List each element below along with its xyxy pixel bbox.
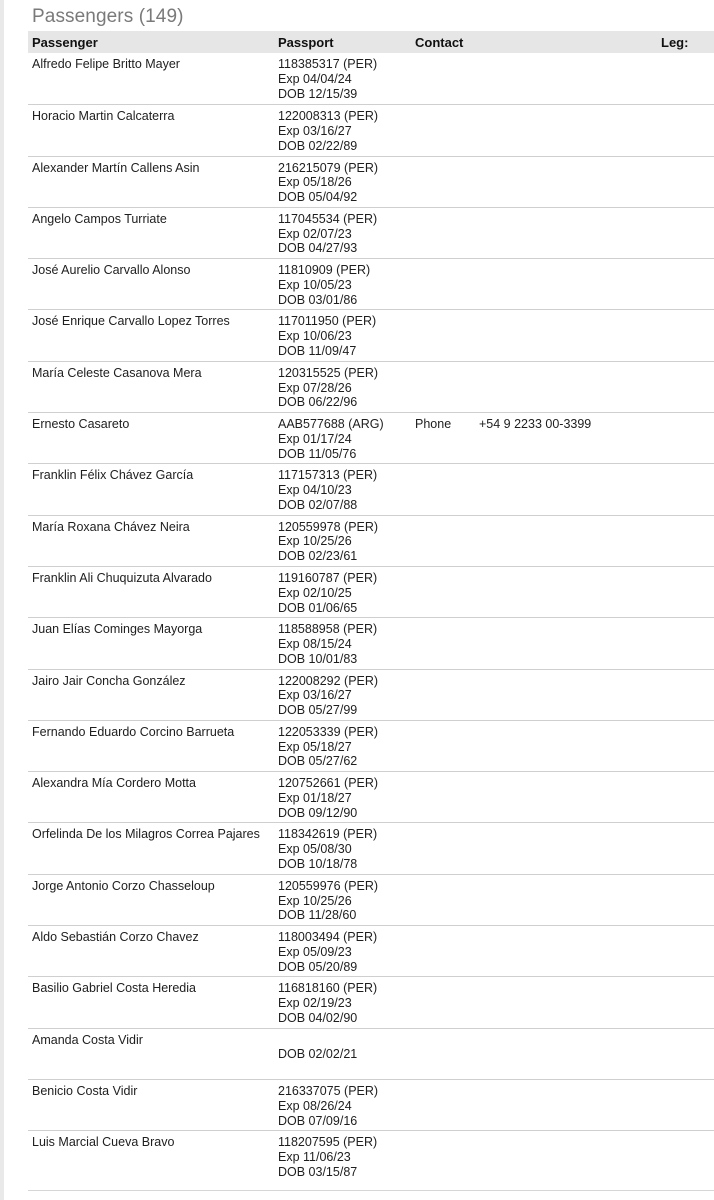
- passport-info: [274, 1080, 411, 1130]
- passport-number: 118342619 (PER): [278, 827, 378, 842]
- leg-cell: [659, 977, 714, 1027]
- passport-number: 11810909 (PER): [278, 263, 371, 278]
- contact-value: [479, 1029, 659, 1079]
- passport-number: 118588958 (PER): [278, 622, 378, 637]
- passport-info: [274, 259, 411, 309]
- passport-info: [274, 670, 411, 720]
- date-of-birth: DOB 04/27/93: [278, 241, 358, 256]
- passport-number: 117011950 (PER): [278, 314, 377, 329]
- passport-info: [274, 772, 411, 822]
- passport-expiry: Exp 02/19/23: [278, 996, 352, 1011]
- passport-info: [274, 208, 411, 258]
- table-row[interactable]: [28, 309, 714, 360]
- passport-expiry: Exp 05/08/30: [278, 842, 352, 857]
- contact-value: [479, 516, 659, 566]
- contact-type: Phone: [415, 417, 452, 432]
- leg-cell: [659, 721, 714, 771]
- contact-value: [479, 310, 659, 360]
- date-of-birth: DOB 05/27/62: [278, 754, 358, 769]
- passport-info: [274, 823, 411, 873]
- col-header-passenger[interactable]: Passenger: [32, 34, 98, 50]
- date-of-birth: DOB 11/09/47: [278, 344, 357, 359]
- table-row[interactable]: [28, 156, 714, 207]
- passport-info: [274, 464, 411, 514]
- leg-cell: [659, 516, 714, 566]
- col-header-contact[interactable]: Contact: [415, 34, 464, 50]
- passport-expiry: Exp 05/09/23: [278, 944, 352, 959]
- date-of-birth: DOB 05/20/89: [278, 959, 358, 974]
- passenger-name: Fernando Eduardo Corcino Barrueta: [32, 724, 235, 739]
- date-of-birth: DOB 05/27/99: [278, 703, 358, 718]
- col-header-passport[interactable]: Passport: [278, 34, 334, 50]
- passport-number: 122008292 (PER): [278, 673, 379, 688]
- date-of-birth: DOB 12/15/39: [278, 86, 358, 101]
- contact-type: [411, 157, 479, 207]
- passport-expiry: Exp 10/25/26: [278, 893, 352, 908]
- passport-expiry: Exp 02/07/23: [278, 226, 352, 241]
- table-row[interactable]: [28, 463, 714, 514]
- leg-cell: [659, 105, 714, 155]
- table-body: [28, 53, 714, 1182]
- passport-expiry: Exp 03/16/27: [278, 124, 352, 139]
- contact-type: [411, 618, 479, 668]
- date-of-birth: DOB 01/06/65: [278, 600, 358, 615]
- contact-value: [479, 977, 659, 1027]
- passenger-name: Alexandra Mía Cordero Motta: [32, 776, 196, 791]
- table-row[interactable]: [28, 669, 714, 720]
- table-row[interactable]: [28, 1028, 714, 1079]
- passport-expiry: Exp 10/05/23: [278, 277, 352, 292]
- leg-cell: [659, 413, 714, 463]
- passport-expiry: Exp 10/25/26: [278, 534, 352, 549]
- table-row[interactable]: [28, 617, 714, 668]
- leg-cell: [659, 670, 714, 720]
- date-of-birth: DOB 02/23/61: [278, 549, 358, 564]
- contact-type: [411, 362, 479, 412]
- contact-value: [479, 926, 659, 976]
- passport-expiry: Exp 03/16/27: [278, 688, 352, 703]
- passenger-name: Franklin Félix Chávez García: [32, 468, 194, 483]
- table-row[interactable]: [28, 1130, 714, 1181]
- passport-info: [274, 1131, 411, 1181]
- table-header: [28, 31, 714, 53]
- passenger-name: Juan Elías Cominges Mayorga: [32, 622, 203, 637]
- passport-number: AAB577688 (ARG): [278, 417, 384, 432]
- date-of-birth: DOB 05/04/92: [278, 190, 358, 205]
- passport-expiry: Exp 01/17/24: [278, 431, 352, 446]
- passport-number: 118385317 (PER): [278, 57, 378, 71]
- date-of-birth: DOB 11/05/76: [278, 446, 357, 461]
- passport-expiry: Exp 04/10/23: [278, 483, 352, 498]
- passport-info: [274, 926, 411, 976]
- table-row[interactable]: [28, 258, 714, 309]
- leg-cell: [659, 1029, 714, 1079]
- date-of-birth: DOB 10/01/83: [278, 651, 358, 666]
- leg-cell: [659, 1131, 714, 1181]
- passport-info: [274, 516, 411, 566]
- contact-value: [479, 772, 659, 822]
- date-of-birth: DOB 09/12/90: [278, 805, 358, 820]
- passport-number: 118207595 (PER): [278, 1135, 378, 1150]
- contact-value: [479, 208, 659, 258]
- passport-number: 117045534 (PER): [278, 211, 378, 226]
- date-of-birth: DOB 03/01/86: [278, 292, 358, 307]
- contact-type: [411, 567, 479, 617]
- contact-type: [411, 1131, 479, 1181]
- contact-type: [411, 721, 479, 771]
- contact-value: [479, 721, 659, 771]
- passenger-name: Aldo Sebastián Corzo Chavez: [32, 930, 199, 945]
- contact-value: [479, 823, 659, 873]
- passenger-name: Horacio Martin Calcaterra: [32, 109, 175, 124]
- table-row[interactable]: [28, 412, 714, 463]
- col-header-leg[interactable]: Leg:: [661, 34, 689, 50]
- leg-cell: [659, 618, 714, 668]
- passenger-name: Alfredo Felipe Britto Mayer: [32, 57, 180, 71]
- page-title: Passengers (149): [32, 6, 184, 27]
- leg-cell: [659, 362, 714, 412]
- table-row[interactable]: [28, 822, 714, 873]
- date-of-birth: DOB 02/02/21: [278, 1046, 358, 1061]
- passport-number: 120315525 (PER): [278, 365, 379, 380]
- date-of-birth: DOB 07/09/16: [278, 1113, 358, 1128]
- contact-value: [479, 618, 659, 668]
- table-bottom-rule: [28, 1190, 714, 1191]
- passenger-name: Luis Marcial Cueva Bravo: [32, 1135, 175, 1150]
- passenger-name: José Aurelio Carvallo Alonso: [32, 263, 191, 278]
- passport-expiry: Exp 08/26/24: [278, 1098, 352, 1113]
- passport-number: 117157313 (PER): [278, 468, 378, 483]
- passenger-name: Benicio Costa Vidir: [32, 1083, 138, 1098]
- passport-expiry: Exp 02/10/25: [278, 585, 352, 600]
- passport-expiry: Exp 05/18/27: [278, 739, 352, 754]
- table-row[interactable]: [28, 976, 714, 1027]
- leg-cell: [659, 875, 714, 925]
- contact-type: [411, 259, 479, 309]
- contact-type: [411, 875, 479, 925]
- passenger-name: Orfelinda De los Milagros Correa Pajares: [32, 827, 260, 842]
- passport-expiry: Exp 04/04/24: [278, 71, 352, 86]
- contact-type: [411, 823, 479, 873]
- contact-type: [411, 53, 479, 104]
- passport-expiry: Exp 07/28/26: [278, 380, 352, 395]
- date-of-birth: DOB 03/15/87: [278, 1164, 358, 1179]
- contact-type: [411, 772, 479, 822]
- passport-number: 122053339 (PER): [278, 724, 379, 739]
- passenger-name: José Enrique Carvallo Lopez Torres: [32, 314, 230, 329]
- leg-cell: [659, 926, 714, 976]
- passport-info: [274, 618, 411, 668]
- date-of-birth: DOB 02/07/88: [278, 497, 358, 512]
- passenger-name: María Roxana Chávez Neira: [32, 519, 190, 534]
- date-of-birth: DOB 06/22/96: [278, 395, 358, 410]
- passenger-name: Angelo Campos Turriate: [32, 211, 167, 226]
- table-row[interactable]: [28, 771, 714, 822]
- contact-type: [411, 310, 479, 360]
- contact-type: [411, 208, 479, 258]
- contact-value: [479, 670, 659, 720]
- leg-cell: [659, 772, 714, 822]
- passport-info: [274, 310, 411, 360]
- passenger-name: Amanda Costa Vidir: [32, 1032, 143, 1047]
- passport-info: [274, 977, 411, 1027]
- contact-value: [479, 362, 659, 412]
- passenger-name: Jorge Antonio Corzo Chasseloup: [32, 878, 215, 893]
- passport-expiry: Exp 10/06/23: [278, 329, 352, 344]
- table-row[interactable]: [28, 361, 714, 412]
- contact-type: [411, 105, 479, 155]
- leg-cell: [659, 53, 714, 104]
- passport-info: [274, 721, 411, 771]
- leg-cell: [659, 567, 714, 617]
- passport-info: [274, 413, 411, 463]
- table-row[interactable]: [28, 515, 714, 566]
- passport-info: [274, 157, 411, 207]
- passenger-name: Jairo Jair Concha González: [32, 673, 186, 688]
- passport-info: [274, 53, 411, 104]
- passenger-table: [28, 31, 714, 1182]
- passenger-name: Franklin Ali Chuquizuta Alvarado: [32, 570, 212, 585]
- contact-value: [479, 875, 659, 925]
- contact-value: [479, 1080, 659, 1130]
- passport-number: 119160787 (PER): [278, 570, 378, 585]
- contact-type: [411, 1080, 479, 1130]
- table-row[interactable]: [28, 925, 714, 976]
- passenger-name: Basilio Gabriel Costa Heredia: [32, 981, 196, 996]
- table-row[interactable]: [28, 566, 714, 617]
- date-of-birth: DOB 02/22/89: [278, 138, 358, 153]
- leg-cell: [659, 208, 714, 258]
- table-row[interactable]: [28, 874, 714, 925]
- contact-value: [479, 157, 659, 207]
- passport-number: 118003494 (PER): [278, 930, 378, 945]
- passport-number: 120559976 (PER): [278, 878, 379, 893]
- passport-number: 120752661 (PER): [278, 776, 379, 791]
- passport-expiry: Exp 08/15/24: [278, 637, 352, 652]
- passport-info: [274, 567, 411, 617]
- date-of-birth: DOB 04/02/90: [278, 1010, 358, 1025]
- passport-number: 120559978 (PER): [278, 519, 379, 534]
- leg-cell: [659, 259, 714, 309]
- contact-value: +54 9 2233 00-3399: [479, 417, 592, 432]
- contact-value: [479, 567, 659, 617]
- passport-number: 216337075 (PER): [278, 1083, 379, 1098]
- date-of-birth: DOB 10/18/78: [278, 857, 358, 872]
- passport-expiry: Exp 01/18/27: [278, 790, 352, 805]
- passenger-name: María Celeste Casanova Mera: [32, 365, 202, 380]
- passport-info: [274, 105, 411, 155]
- contact-value: [479, 105, 659, 155]
- leg-cell: [659, 157, 714, 207]
- table-row[interactable]: [28, 104, 714, 155]
- leg-cell: [659, 310, 714, 360]
- left-border: [0, 0, 4, 1200]
- passport-expiry: Exp 11/06/23: [278, 1150, 351, 1165]
- contact-type: [411, 516, 479, 566]
- passport-info: [274, 875, 411, 925]
- passenger-name: Alexander Martín Callens Asin: [32, 160, 200, 175]
- passport-number: 216215079 (PER): [278, 160, 379, 175]
- table-row[interactable]: [28, 53, 714, 104]
- passport-number: 116818160 (PER): [278, 981, 378, 996]
- contact-value: [479, 1131, 659, 1181]
- table-row[interactable]: [28, 720, 714, 771]
- table-row[interactable]: [28, 1079, 714, 1130]
- contact-type: [411, 977, 479, 1027]
- date-of-birth: DOB 11/28/60: [278, 908, 357, 923]
- table-row[interactable]: [28, 207, 714, 258]
- contact-value: [479, 464, 659, 514]
- passport-info: [274, 1029, 411, 1079]
- contact-value: [479, 259, 659, 309]
- passport-number: 122008313 (PER): [278, 109, 379, 124]
- passport-info: [274, 362, 411, 412]
- contact-type: [411, 464, 479, 514]
- contact-type: [411, 1029, 479, 1079]
- contact-type: [411, 926, 479, 976]
- leg-cell: [659, 464, 714, 514]
- passport-expiry: Exp 05/18/26: [278, 175, 352, 190]
- leg-cell: [659, 1080, 714, 1130]
- passenger-name: Ernesto Casareto: [32, 417, 130, 432]
- contact-type: [411, 670, 479, 720]
- contact-value: [479, 53, 659, 104]
- leg-cell: [659, 823, 714, 873]
